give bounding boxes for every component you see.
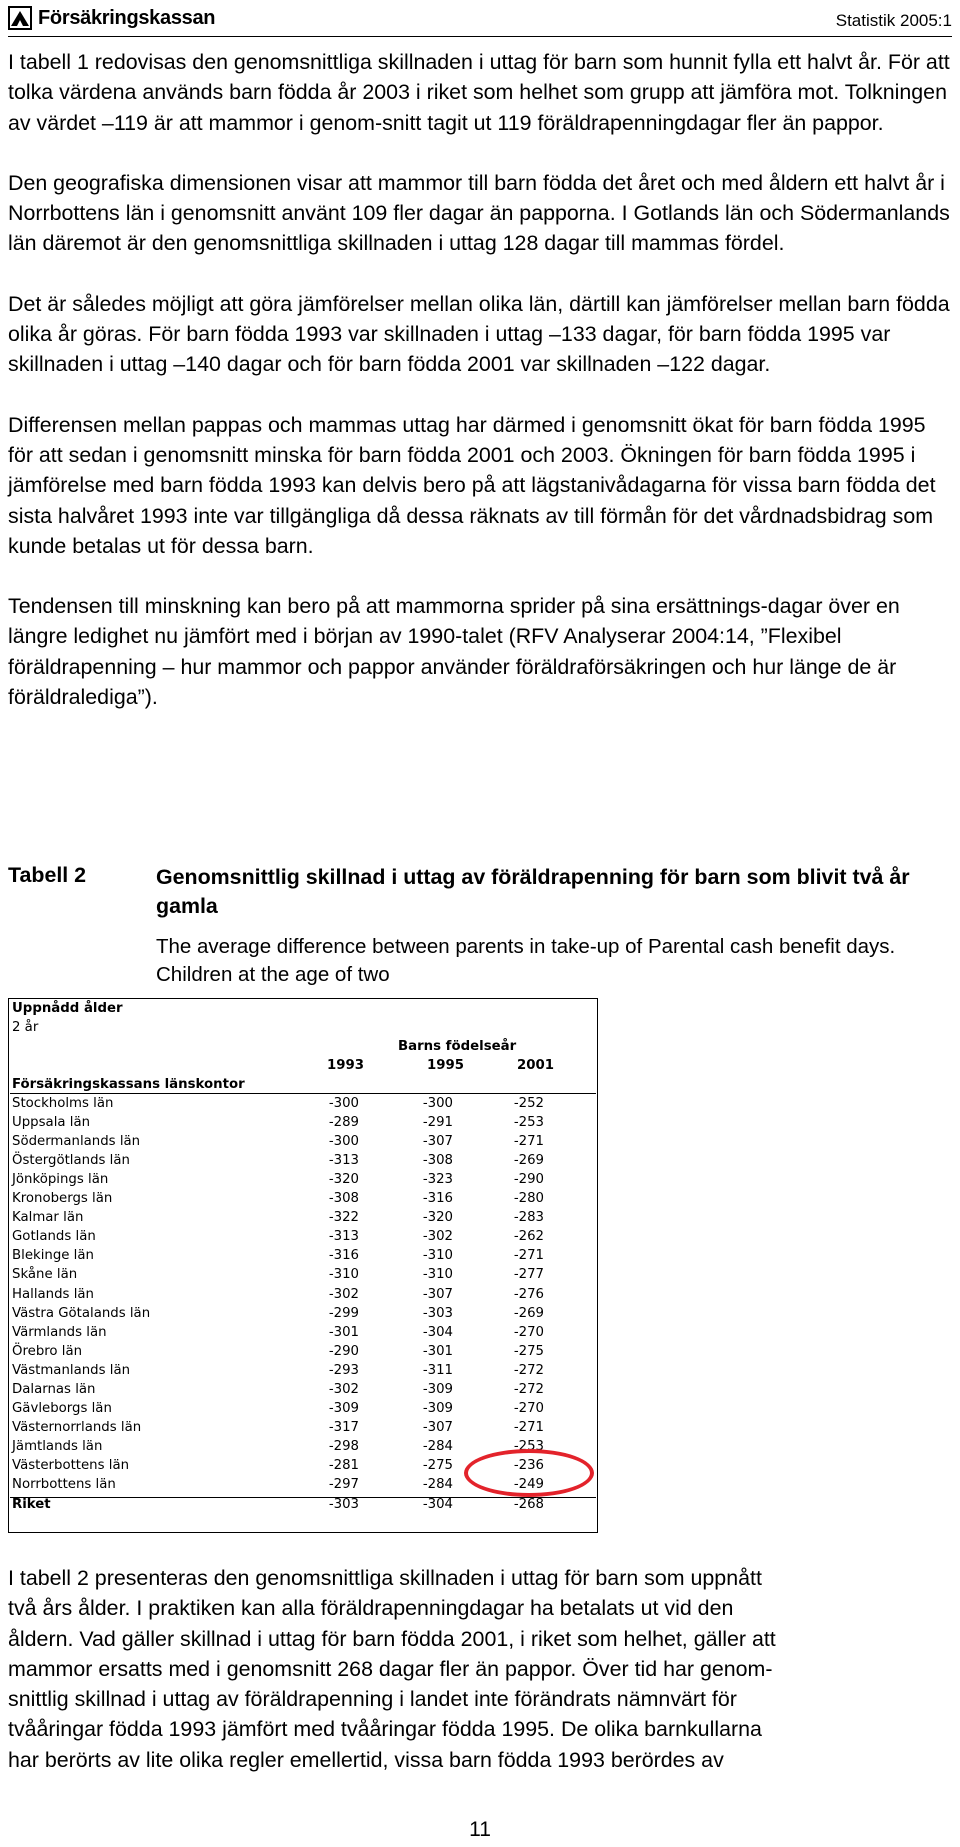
table-cell: -269 <box>513 1305 544 1321</box>
table-cell: -271 <box>513 1134 544 1150</box>
year-header: 1995 <box>426 1058 464 1073</box>
table-cell: -317 <box>328 1419 359 1435</box>
table-cell: -300 <box>328 1096 359 1111</box>
table-row-name: Örebro län <box>12 1343 83 1359</box>
table-row-name: Västra Götalands län <box>12 1305 151 1321</box>
table-row-name: Stockholms län <box>12 1096 114 1111</box>
paragraph: Tendensen till minskning kan bero på att mammorna sprider på sina ersättnings-dagar över en längre ledighet nu jämfört med i början av 1990-talet (RFV Analyserar 2004:14, ”Flexibel föräldrapenning – hur mammor och pappor använder föräldraförsäkringen och hur länge de är föräldralediga”). <box>8 594 900 710</box>
table-row-name: Jämtlands län <box>12 1438 103 1454</box>
age-value: 2 år <box>12 1020 39 1035</box>
paragraph: Differensen mellan pappas och mammas uttag har därmed i genomsnitt ökat för barn födda 1995 för att sedan i genomsnitt minska för barn födda 2001 och 2003. Ökningen för barn födda 1995 i jämförelse med barn födda 1993 kan delvis bero på att lägstanivådagarna för vissa barn födda det sista halvåret 1993 inte var tillgängliga då dessa räknats av till förmån för det vårdnadsbidrag som kunde betalas ut för dessa barn. <box>8 412 936 558</box>
text-line: I tabell 2 presenteras den genomsnittliga skillnaden i uttag för barn som uppnått <box>8 1566 762 1590</box>
table-cell: -275 <box>513 1343 544 1359</box>
table-cell: -310 <box>422 1267 453 1283</box>
logo-mark-icon <box>8 6 32 30</box>
table-cell: -310 <box>328 1267 359 1283</box>
table-cell: -301 <box>422 1343 453 1359</box>
table-cell: -290 <box>328 1343 359 1359</box>
table-row-name: Skåne län <box>12 1267 78 1283</box>
bottom-text <box>8 1563 952 1775</box>
text-line: snittlig skillnad i uttag av föräldrapenning i landet inte förändrats nämnvärt för <box>8 1687 737 1712</box>
table-label: Tabell 2 <box>8 863 87 887</box>
table-cell: -320 <box>422 1210 453 1226</box>
table-cell: -301 <box>328 1324 359 1340</box>
text-line: åldern. Vad gäller skillnad i uttag för barn födda 2001, i riket som helhet, gäller att <box>8 1626 776 1651</box>
table-cell: -299 <box>328 1305 359 1321</box>
office-header: Försäkringskassans länskontor <box>12 1077 245 1092</box>
year-header: 1993 <box>326 1058 364 1073</box>
table-cell: -271 <box>513 1248 544 1264</box>
table-cell: -316 <box>422 1191 453 1207</box>
total-cell: -268 <box>513 1497 544 1512</box>
column-group-header: Barns födelseår <box>398 1039 517 1054</box>
table-row-name: Blekinge län <box>12 1248 94 1264</box>
table-cell: -300 <box>328 1134 359 1150</box>
table-cell: -290 <box>513 1172 544 1188</box>
table-cell: -320 <box>328 1172 359 1188</box>
total-cell: -303 <box>328 1497 359 1512</box>
table-cell: -307 <box>422 1286 453 1302</box>
age-label: Uppnådd ålder <box>12 1001 123 1016</box>
table-cell: -323 <box>422 1172 453 1188</box>
table-cell: -253 <box>513 1115 544 1131</box>
table-cell: -302 <box>422 1229 453 1245</box>
table-cell: -272 <box>513 1381 544 1397</box>
paragraph: I tabell 1 redovisas den genomsnittliga skillnaden i uttag för barn som hunnit fylla ett halvt år. För att tolka värdena används barn födda år 2003 i riket som helhet som grupp att jämföra mot. Tolkningen av värdet –119 är att mammor i genom-snitt tagit ut 119 föräldrapenningdagar fler än pappor. <box>8 50 950 135</box>
table-cell: -284 <box>422 1477 453 1492</box>
table-cell: -309 <box>422 1400 453 1416</box>
text-line: två års ålder. I praktiken kan alla föräldrapenningdagar ha betalats ut vid den <box>8 1596 734 1621</box>
table-cell: -307 <box>422 1134 453 1150</box>
table-row-name: Gotlands län <box>12 1229 96 1245</box>
table-cell: -249 <box>513 1477 544 1492</box>
page-header <box>8 6 952 34</box>
table-row-name: Uppsala län <box>12 1115 91 1131</box>
table-cell: -298 <box>328 1438 359 1454</box>
table-cell: -284 <box>422 1438 453 1454</box>
logo <box>8 6 215 30</box>
table-row-name: Västmanlands län <box>12 1362 131 1378</box>
table-row-name: Hallands län <box>12 1286 94 1302</box>
table-cell: -322 <box>328 1210 359 1226</box>
table-cell: -302 <box>328 1381 359 1397</box>
table-cell: -310 <box>422 1248 453 1264</box>
table-row-name: Västernorrlands län <box>12 1419 142 1435</box>
text-line: tvååringar födda 1993 jämfört med tvååringar födda 1995. De olika barnkullarna <box>8 1717 762 1742</box>
logo-text: Försäkringskassan <box>38 6 216 29</box>
table-cell: -276 <box>513 1286 544 1302</box>
table-row-name: Värmlands län <box>12 1324 107 1340</box>
text-line: har berörts av lite olika regler emellertid, vissa barn födda 1993 berördes av <box>8 1747 724 1772</box>
table-cell: -309 <box>422 1381 453 1397</box>
table-cell: -293 <box>328 1362 359 1378</box>
table-rule <box>10 1093 596 1094</box>
table-cell: -271 <box>513 1419 544 1435</box>
table-cell: -270 <box>513 1400 544 1416</box>
table-row-name: Gävleborgs län <box>12 1400 112 1416</box>
table-cell: -270 <box>513 1324 544 1340</box>
table-cell: -275 <box>422 1457 453 1473</box>
publication-label: Statistik 2005:1 <box>835 11 952 30</box>
table-cell: -307 <box>422 1419 453 1435</box>
table-cell: -304 <box>422 1324 453 1340</box>
body-text <box>8 47 952 742</box>
table-cell: -253 <box>513 1438 544 1454</box>
table-cell: -289 <box>328 1115 359 1131</box>
total-cell: -304 <box>422 1497 453 1512</box>
paragraph: Den geografiska dimensionen visar att mammor till barn födda det året och med åldern ett halvt år i Norrbottens län i genomsnitt använt 109 fler dagar än papporna. I Gotlands län och Södermanlands län däremot är den genomsnittliga skillnaden i uttag 128 dagar till mammas fördel. <box>8 170 950 256</box>
header-rule <box>8 36 952 37</box>
table-cell: -308 <box>328 1191 359 1207</box>
table-cell: -252 <box>513 1096 544 1111</box>
table-cell: -311 <box>422 1362 453 1378</box>
year-header: 2001 <box>516 1058 554 1073</box>
table-cell: -236 <box>513 1457 544 1473</box>
text-line: mammor ersatts med i genomsnitt 268 dagar fler än pappor. Över tid har genom- <box>8 1656 773 1681</box>
table-cell: -281 <box>328 1457 359 1473</box>
table-cell: -308 <box>422 1153 453 1169</box>
table-cell: -272 <box>513 1362 544 1378</box>
table-row-name: Dalarnas län <box>12 1381 96 1397</box>
table-row-name: Kronobergs län <box>12 1191 113 1207</box>
table-cell: -280 <box>513 1191 544 1207</box>
table-cell: -316 <box>328 1248 359 1264</box>
table-cell: -269 <box>513 1153 544 1169</box>
table-cell: -291 <box>422 1115 453 1131</box>
table-subtitle: The average difference between parents in take-up of Parental cash benefit days. Children at the age of two <box>156 935 896 986</box>
table-row-name: Västerbottens län <box>12 1457 130 1473</box>
highlight-circle <box>464 1449 594 1497</box>
table-cell: -313 <box>328 1153 359 1169</box>
table-row-name: Norrbottens län <box>12 1477 116 1492</box>
table-cell: -309 <box>328 1400 359 1416</box>
total-row-name: Riket <box>12 1497 51 1512</box>
table-cell: -303 <box>422 1305 453 1321</box>
table-cell: -283 <box>513 1210 544 1226</box>
table-cell: -297 <box>328 1477 359 1492</box>
table-cell: -277 <box>513 1267 544 1283</box>
table-cell: -302 <box>328 1286 359 1302</box>
table-row-name: Jönköpings län <box>12 1172 109 1188</box>
table-cell: -300 <box>422 1096 453 1111</box>
table-cell: -262 <box>513 1229 544 1245</box>
table-row-name: Östergötlands län <box>12 1153 130 1169</box>
table-row-name: Kalmar län <box>12 1210 84 1226</box>
table-title: Genomsnittlig skillnad i uttag av föräldrapenning för barn som blivit två år gamla <box>156 865 910 918</box>
paragraph: Det är således möjligt att göra jämförelser mellan olika län, därtill kan jämförelser mellan barn födda olika år göras. För barn födda 1993 var skillnaden i uttag –133 dagar, för barn födda 1995 var skillnaden i uttag –140 dagar och för barn födda 2001 var skillnaden –122 dagar. <box>8 291 950 377</box>
page-number: 11 <box>469 1818 491 1841</box>
table-row-name: Södermanlands län <box>12 1134 141 1150</box>
table-cell: -313 <box>328 1229 359 1245</box>
